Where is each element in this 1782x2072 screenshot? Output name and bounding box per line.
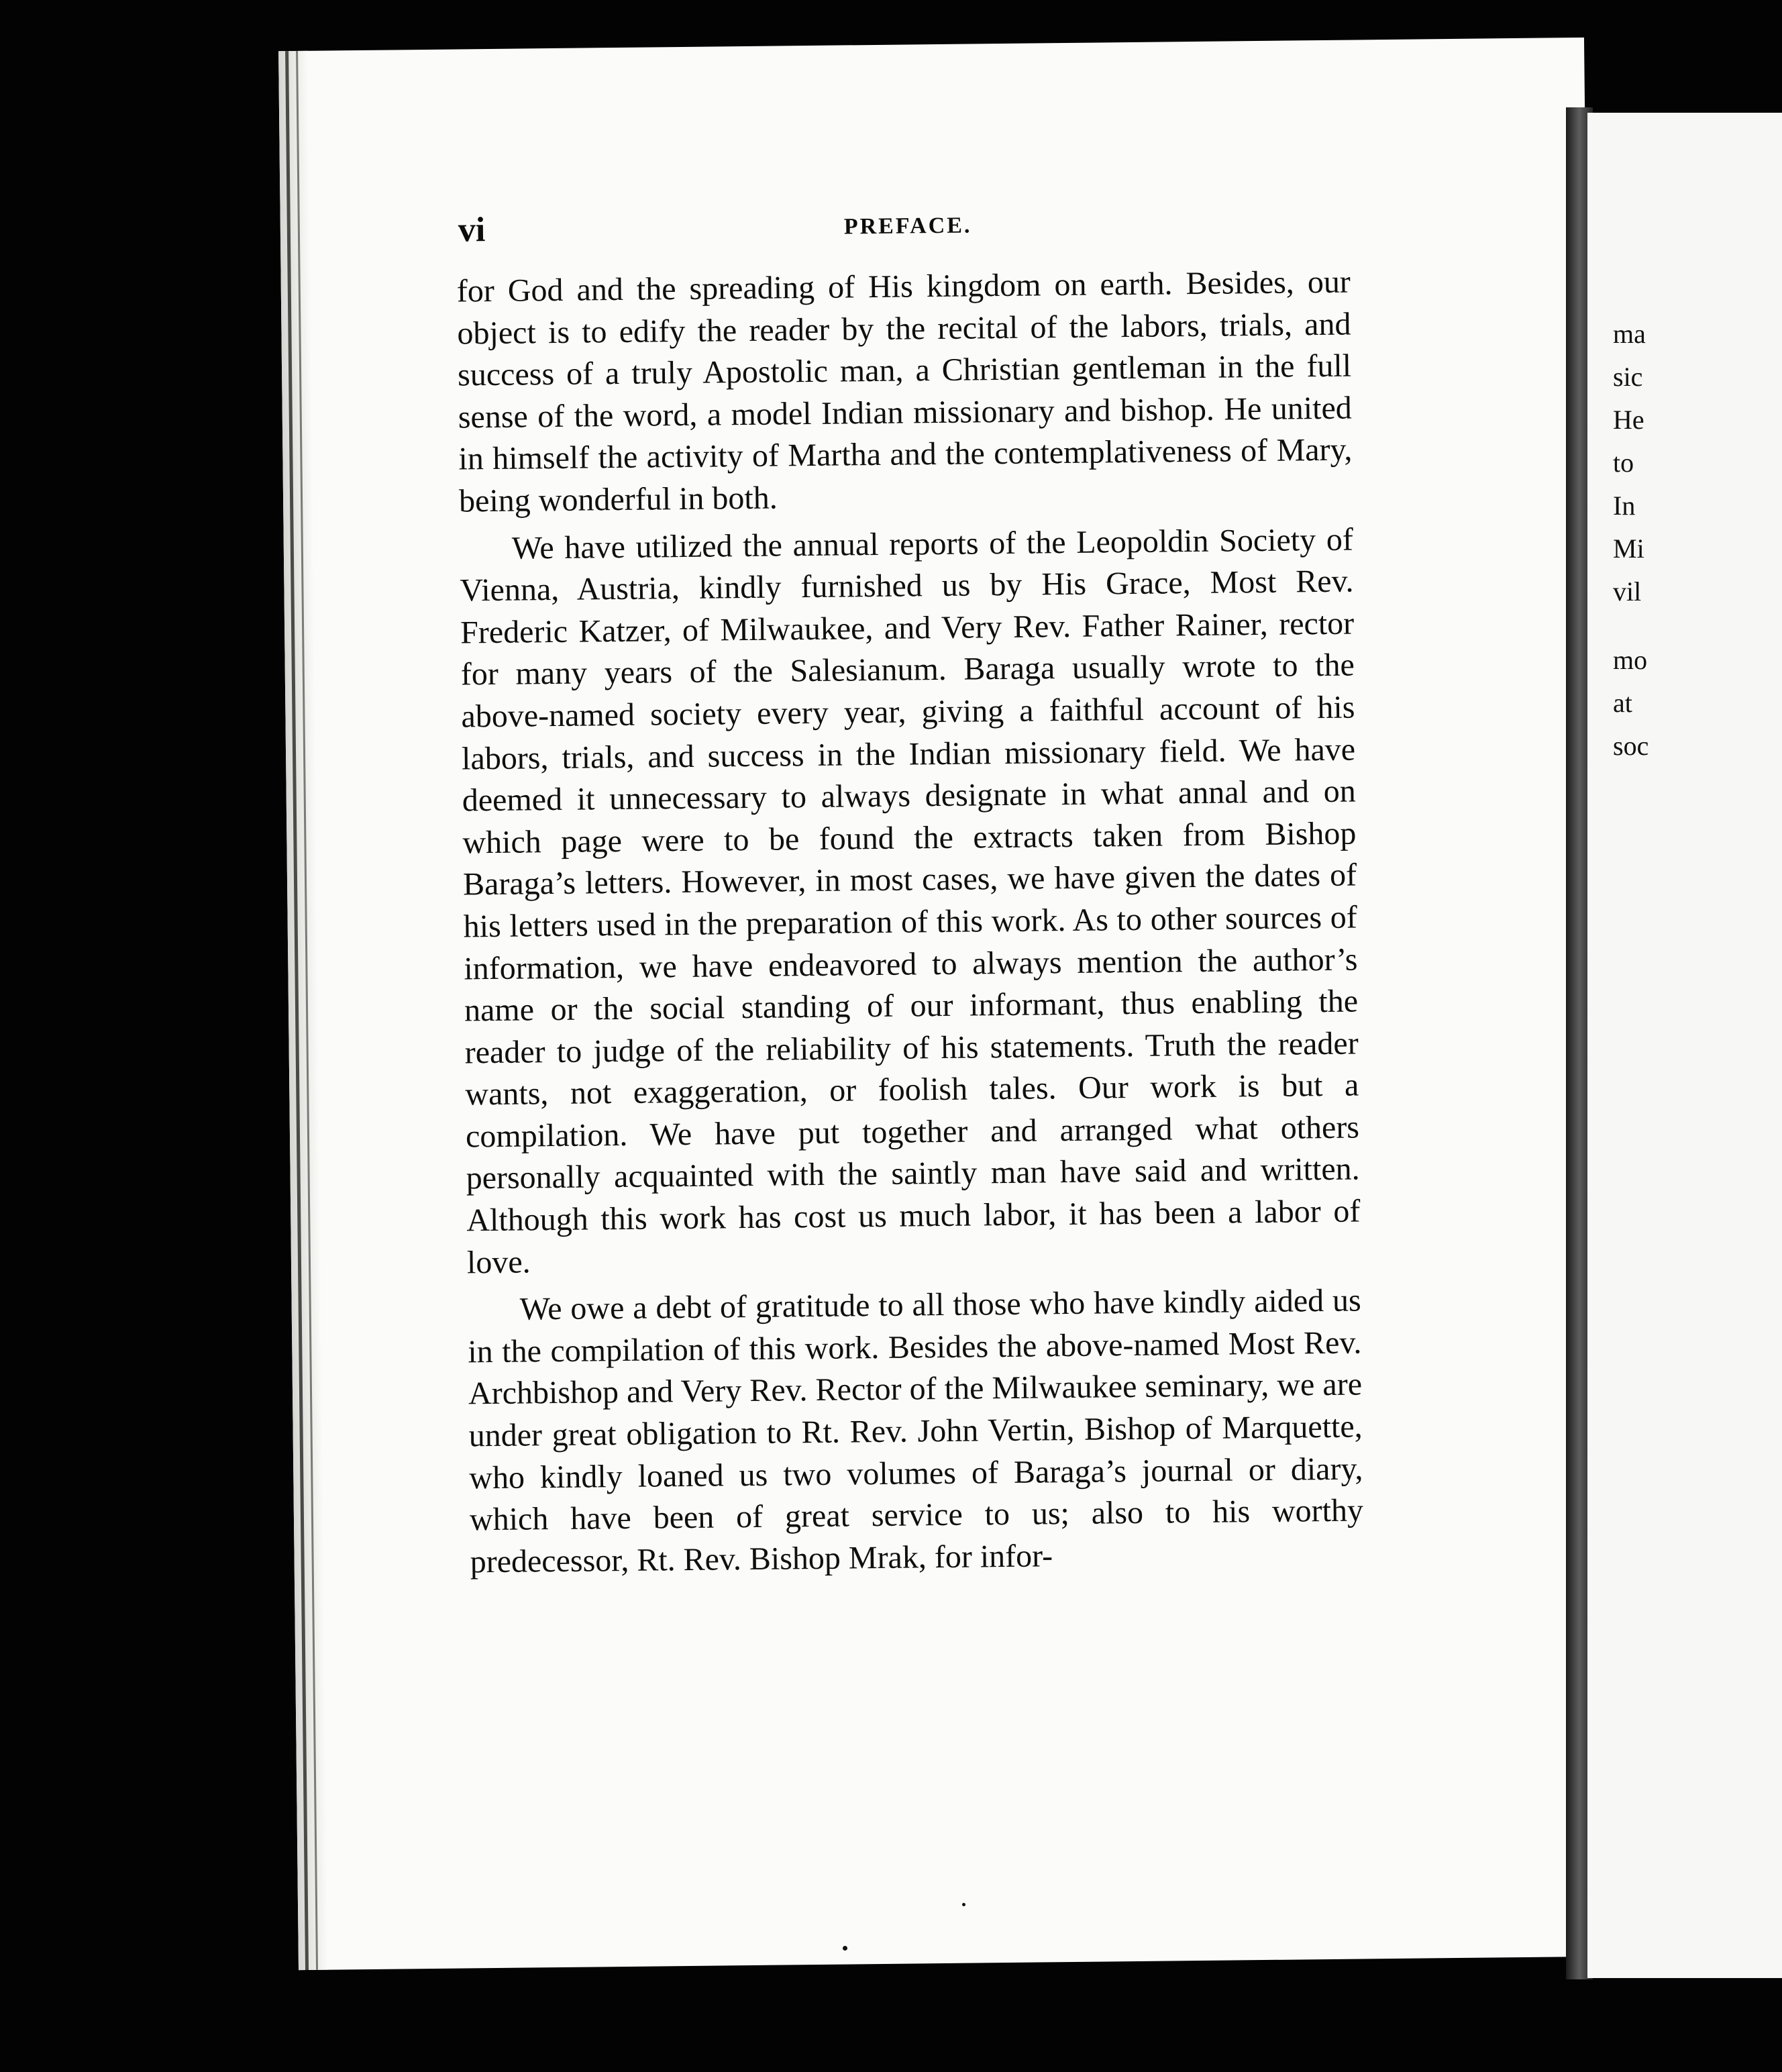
page-number: vi (458, 211, 486, 250)
scan-speck (962, 1903, 965, 1906)
text-fragment: ma (1613, 319, 1646, 349)
paragraph: for God and the spreading of His kingdom on earth. Besides, our object is to edify the reader by the recital of the labors, trials, and success of a truly Apostolic man, a Christian gentleman in the full sense of the word, a model Indian missionary and bishop. He united in himself the activity of Martha and the contemplativeness of Mary, being wonderful in both. (456, 264, 1353, 519)
left-book-page (278, 38, 1604, 1970)
text-fragment: He (1613, 405, 1644, 435)
page-body (457, 262, 1364, 1584)
paragraph: We have utilized the annual reports of the Leopoldin Society of Vienna, Austria, kindly furnished us by His Grace, Most Rev. Frederic Katzer, of Milwaukee, and Very Rev. Father Rainer, rector for many years of the Salesianum. Baraga usually wrote to the above-named society every year, giving a faithful account of his labors, trials, and success in the Indian missionary field. We have deemed it unnecessary to always designate in what annal and on which page were to be found the extracts taken from Bishop Baraga’s letters. However, in most cases, we have given the dates of his letters used in the preparation of this work. As to other sources of information, we have endeavored to always mention the author’s name or the social standing of our informant, thus enabling the reader to judge of the reliability of his statements. Truth the reader wants, not exaggeration, or foolish tales. Our work is but a compilation. We have put together and arranged what others personally acquainted with the saintly man have said and written. Although this work has cost us much labor, it has been a labor of love. (460, 521, 1361, 1281)
text-fragment: soc (1613, 731, 1649, 761)
text-fragment: mo (1613, 645, 1648, 675)
text-fragment: to (1613, 448, 1634, 478)
page-title: PREFACE. (843, 213, 972, 240)
text-fragment: Mi (1613, 533, 1644, 564)
text-fragment: at (1613, 688, 1632, 718)
text-fragment: sic (1613, 362, 1643, 392)
scan-speck (843, 1946, 847, 1951)
right-book-page-fragment (1587, 113, 1782, 1978)
text-fragment: vil (1613, 576, 1642, 607)
paragraph: We owe a debt of gratitude to all those who have kindly aided us in the compilation of this work. Besides the above-named Most Rev. Archbishop and Very Rev. Rector of the Milwaukee seminary, we are under great obligation to Rt. Rev. John Vertin, Bishop of Marquette, who kindly loaned us two volumes of Baraga’s journal or diary, which have been of great service to us; also to his worthy predecessor, Rt. Rev. Bishop Mrak, for infor- (468, 1282, 1364, 1580)
text-fragment: In (1613, 490, 1636, 521)
running-head (280, 199, 1586, 250)
